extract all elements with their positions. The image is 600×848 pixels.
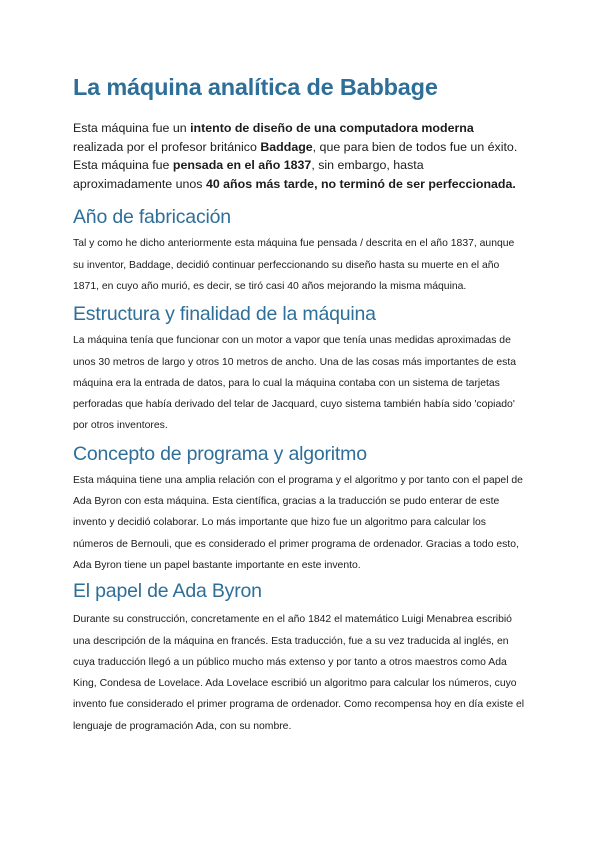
section-body: Durante su construcción, concretamente en el año 1842 el matemático Luigi Menabrea escribió una descripción de la máquina en francés. Esta traducción, fue a su vez traducida al inglés, en cuya traducción llegó a un público mucho más extenso y por tanto a otros maestros como Ada King, Condesa de Lovelace. Ada Lovelace escribió un algoritmo para calcular los números, cuyo invento fue considerado el primer programa de ordenador. Como recompensa hoy en día existe el lenguaje de programación Ada, con su nombre.	[73, 614, 525, 732]
section-heading: Concepto de programa y algoritmo	[73, 442, 367, 465]
page-title: La máquina analítica de Babbage	[73, 74, 438, 100]
intro-run-bold: Baddage	[260, 139, 313, 154]
intro-run: realizada por el profesor británico	[73, 139, 261, 154]
section-body: Tal y como he dicho anteriormente esta máquina fue pensada / descrita en el año 1837, aunque su inventor, Baddage, decidió continuar perfeccionando su diseño hasta su muerte en el año 1871, en cuyo año murió, es decir, se tiró casi 40 años mejorando la misma máquina.	[73, 238, 515, 292]
document-page	[73, 70, 525, 737]
intro-run: Esta máquina fue un	[73, 121, 191, 135]
intro-run-bold: pensada en el año 1837	[172, 158, 312, 173]
section-estructura-finalidad	[73, 301, 525, 436]
section-heading: Año de fabricación	[73, 206, 231, 229]
section-ano-fabricacion	[73, 204, 525, 297]
intro-run-bold: intento de diseño de una computadora moderna	[190, 121, 474, 135]
section-body: Esta máquina tiene una amplia relación con el programa y el algoritmo y por tanto con el papel de Ada Byron con esta máquina. Esta científica, gracias a la traducción se pudo enterar de este invento y decidió colaborar. Lo más importante que hizo fue un algoritmo para calcular los números de Bernouli, que es considerado el primer programa de ordenador. Gracias a todo esto, Ada Byron tiene un papel bastante importante en este invento.	[73, 474, 523, 571]
intro-run-bold: 40 años más tarde, no terminó de ser perfeccionada.	[205, 176, 516, 191]
section-body: La máquina tenía que funcionar con un motor a vapor que tenía unas medidas aproximadas de unos 30 metros de largo y otros 10 metros de ancho. Una de las cosas más importantes de esta máquina era la entrada de datos, para lo cual la máquina contaba con un sistema de tarjetas perforadas que había derivado del telar de Jacquard, cuyo sistema también había sido 'copiado' por otros inventores.	[73, 335, 516, 432]
section-heading: El papel de Ada Byron	[73, 580, 262, 603]
section-concepto-programa	[73, 441, 525, 576]
intro-run: , sin embargo, hasta aproximadamente unos	[73, 158, 424, 191]
intro-paragraph	[73, 119, 525, 193]
intro-run: , que para bien de todos fue un éxito. Esta máquina fue	[73, 139, 518, 173]
section-heading: Estructura y finalidad de la máquina	[73, 303, 376, 326]
section-papel-ada-byron	[73, 578, 525, 737]
